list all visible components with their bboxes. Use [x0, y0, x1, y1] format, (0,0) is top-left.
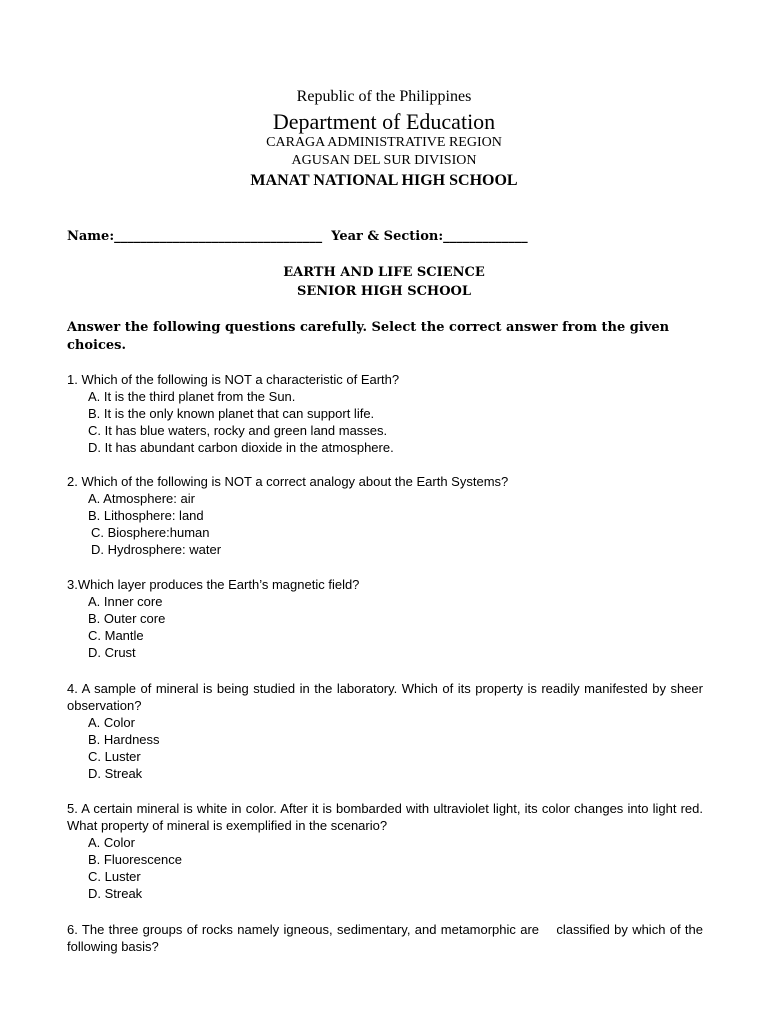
header-school: MANAT NATIONAL HIGH SCHOOL: [250, 172, 518, 189]
choice-b: B. Fluorescence: [88, 852, 182, 867]
question-stem: 2. Which of the following is NOT a correct analogy about the Earth Systems?: [67, 474, 509, 489]
choice-d: D. Streak: [88, 886, 143, 901]
question-5: [67, 800, 703, 902]
subject-level: SENIOR HIGH SCHOOL: [297, 284, 471, 299]
header-region: CARAGA ADMINISTRATIVE REGION: [266, 135, 502, 150]
question-stem: 1. Which of the following is NOT a characteristic of Earth?: [67, 372, 400, 387]
student-fields: [67, 229, 727, 244]
question-stem: 5. A certain mineral is white in color. After it is bombarded with ultraviolet light, its color changes into light red. What property of mineral is exemplified in the scenario?: [67, 801, 703, 833]
choice-a: A. It is the third planet from the Sun.: [88, 389, 296, 404]
choice-c: C. Luster: [88, 869, 141, 884]
question-2: [67, 473, 703, 558]
section-label: Year & Section:: [331, 229, 444, 244]
choice-d: D. Hydrosphere: water: [91, 542, 222, 557]
choice-a: A. Inner core: [88, 594, 163, 609]
question-3: [67, 576, 703, 661]
choice-a: A. Color: [88, 715, 135, 730]
question-stem: 6. The three groups of rocks namely igneous, sedimentary, and metamorphic are classified by which of the following basis?: [67, 922, 707, 954]
choice-d: D. Crust: [88, 645, 136, 660]
header-department: Department of Education: [272, 109, 496, 134]
instructions: Answer the following questions carefully. Select the correct answer from the given choices.: [67, 320, 670, 353]
choice-a: A. Atmosphere: air: [88, 491, 195, 506]
header-division: AGUSAN DEL SUR DIVISION: [291, 153, 477, 168]
name-blank: ________________________________: [114, 229, 323, 244]
choice-c: C. Mantle: [88, 628, 144, 643]
question-4: [67, 680, 703, 782]
choice-c: C. Luster: [88, 749, 141, 764]
choice-b: B. It is the only known planet that can support life.: [88, 406, 375, 421]
question-stem: 3.Which layer produces the Earth’s magnetic field?: [67, 577, 360, 592]
section-blank: _____________: [443, 229, 528, 244]
choice-b: B. Hardness: [88, 732, 160, 747]
choice-d: D. Streak: [88, 766, 143, 781]
choice-b: B. Outer core: [88, 611, 166, 626]
choice-b: B. Lithosphere: land: [88, 508, 204, 523]
question-6: [67, 921, 707, 955]
choice-a: A. Color: [88, 835, 135, 850]
choice-d: D. It has abundant carbon dioxide in the atmosphere.: [88, 440, 394, 455]
name-label: Name:: [67, 229, 115, 244]
question-stem: 4. A sample of mineral is being studied in the laboratory. Which of its property is readily manifested by sheer observation?: [67, 681, 703, 713]
question-1: [67, 371, 703, 456]
subject-title: EARTH AND LIFE SCIENCE: [283, 265, 485, 280]
header-republic: Republic of the Philippines: [296, 88, 472, 105]
choice-c: C. It has blue waters, rocky and green land masses.: [88, 423, 388, 438]
choice-c: C. Biosphere:human: [91, 525, 210, 540]
